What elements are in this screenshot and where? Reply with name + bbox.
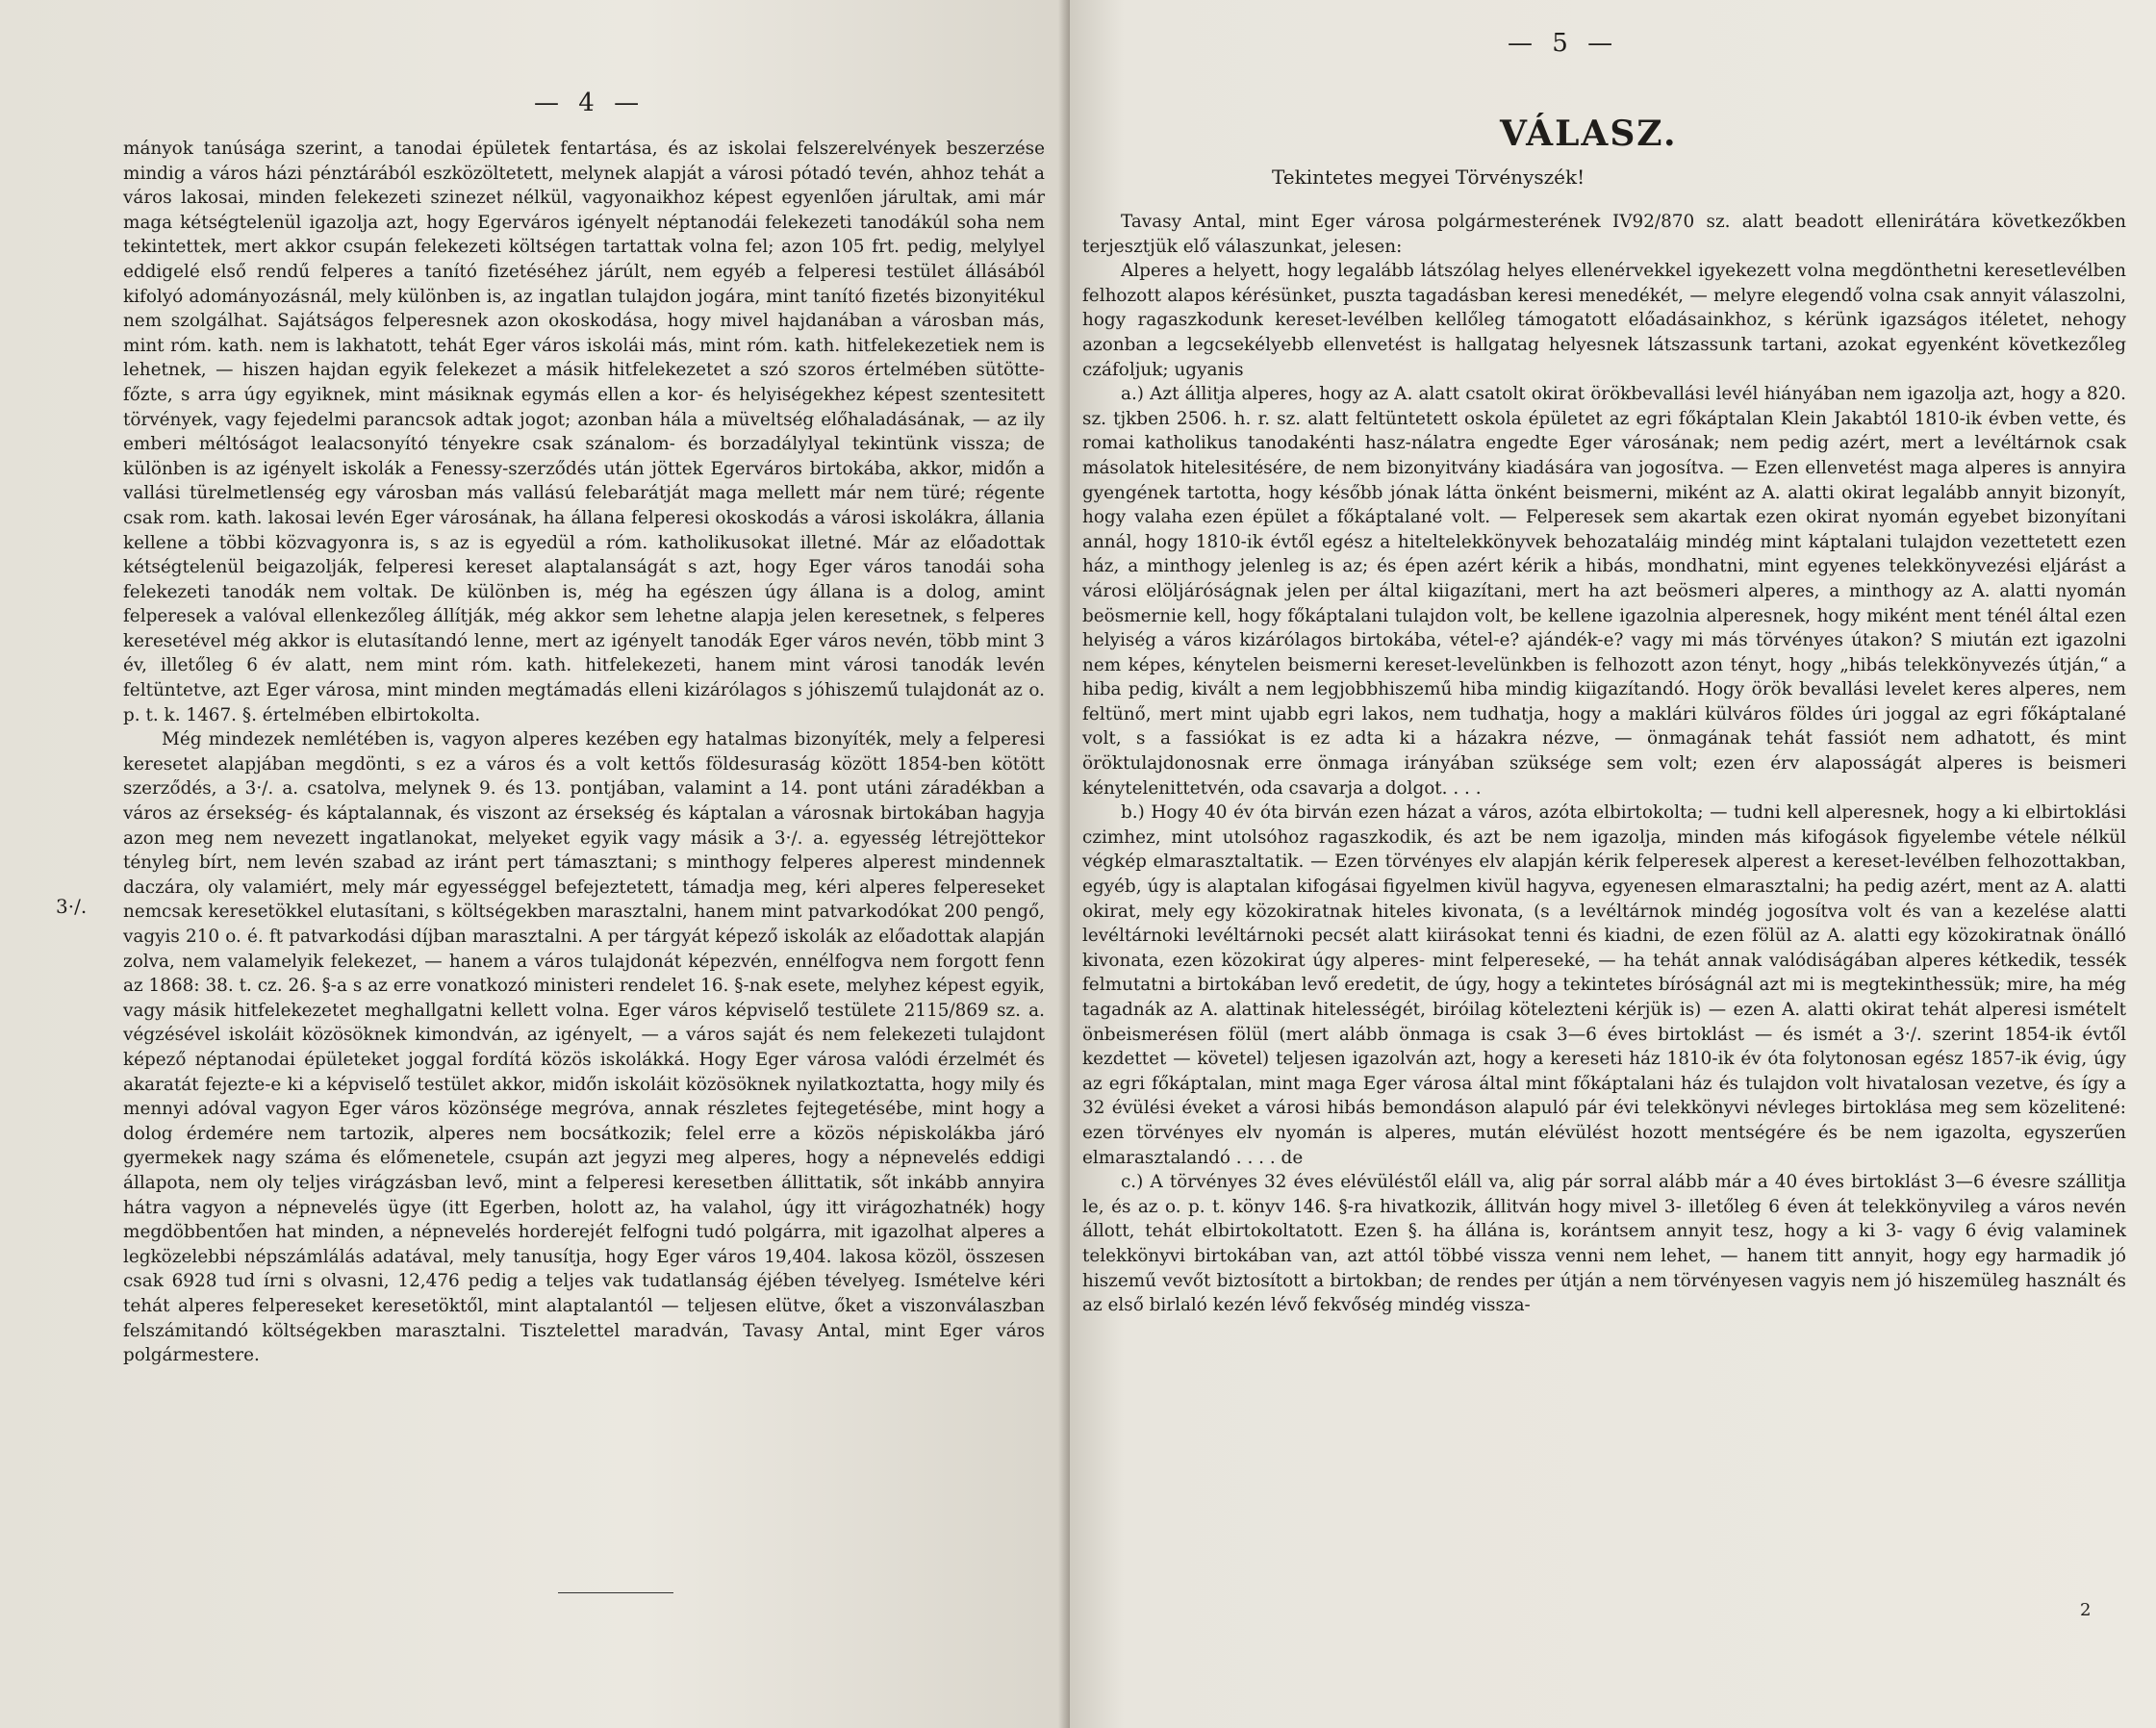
signature-mark: 2	[2080, 1600, 2092, 1620]
salutation: Tekintetes megyei Törvényszék!	[1272, 165, 1585, 189]
paragraph: a.) Azt állitja alperes, hogy az A. alatt csatolt okirat örökbevallási levél hiányában nem igazolja azt, hogy a 820. sz. tjkben 2506. h. r. sz. alatt feltüntetett oskola épületet az egri főkáptalan Klein Jakabtól 1810-ik évben vette, és romai katholikus tanodakénti hasz-nálatra engedte Eger városának; nem pedig azért, mert a levéltárnok csak másolatok hitelesitésére, de nem bizonyitvány kiadására van jogosítva. — Ezen ellenvetést maga alperes is annyira gyengének tartotta, hogy később jónak látta önként beismerni, miként az A. alatti okirat legalább annyit bizonyít, hogy valaha ezen épület a főkáptalané volt. — Felperesek sem akartak ezen okirat nyomán egyebet bizonyítani annál, hogy 1810-ik évtől egész a hiteltelekkönyvek behozataláig mindég mint káptalani tulajdon vezettetett ezen ház, a minthogy jelenleg is az; és épen azért kérik a hibás, mondhatni, mint egyenes telekkönyvezési eljárást a városi elöljáróságnak jelen per által kiigazítani, mert ha azt beösmeri alperes, a minthogy az A. alatti nyomán beösmernie kell, hogy főkáptalani tulajdon volt, be kellene igazolnia alperesnek, hogy miként ment ténél által ezen helyiség a város kizárólagos birtokába, vétel-e? ajándék-e? vagy mi más törvényes útakon? S miután ezt igazolni nem képes, kénytelen beismerni kereset-levelünkben is felhozott azon tényt, hogy „hibás telekkönyvezés útján,“ a hiba pedig, kivált a nem legjobbhiszemű hiba mindig kiigazítandó. Hogy örök bevallási levelet keres alperes, nem feltünő, mert mint ujabb egri lakos, nem tudhatja, hogy a maklári külváros földes úri joggal az egri főkáptalané volt, s a fassiókat is ez adta ki a házakra nézve, — önmagának tehát fassiót nem adhatott, és mint öröktulajdonosnak erre önmaga irányában szüksége sem volt; ezen érv alaposságát alperes is beismeri kénytelenittetvén, oda csavarja a dolgot. . . .	[1082, 384, 2126, 799]
paragraph: b.) Hogy 40 év óta birván ezen házat a város, azóta elbirtokolta; — tudni kell alperesnek, hogy a ki elbirtoklási czimhez, mint utolsóhoz ragaszkodik, és azt be nem igazolja, minden más kifogások figyelembe vétele nélkül végkép elmarasztaltatik. — Ezen törvényes elv alapján kérik felperesek alperest a kereset-levélben felhozottakban, egyéb, úgy is alaptalan kifogásai figyelmen kivül hagyva, egyenesen elmarasztalni; ha pedig azért, ment az A. alatti okirat, mely egy közokiratnak hiteles kivonata, (s a levéltárnok mindég jogosítva volt és van a kezelése alatti levéltárnoki levéltárnoki pecsét alatt kiirásokat tenni és kiadni, de ezen fölül az A. alatti egy közokiratnak önálló kivonata, ezen közokirat úgy alperes- mint felpereseké, — ha tehát annak valódiságában alperes kétkedik, tessék felmutatni a birtokában levő eredetit, de úgy, hogy a tekintetes bíróságnál azt mi is megtekinthessük; mire, ha még tagadnák az A. alattinak hitelességét, biróilag kötelezteni kérjük is) — ezen A. alatti okirat tehát alperesi ismételt önbeismerésen fölül (mert alább önmaga is csak 3—6 éves birtoklást — és ismét a 3·/. szerint 1854-ik évtől kezdettet — követel) teljesen igazolván azt, hogy a kereseti ház 1810-ik év óta folytonosan egész 1857-ik évig, úgy az egri főkáptalan, mint maga Eger városa által mint főkáptalani ház és tulajdon volt hivatalosan vezetve, és így a 32 évülési éveket a városi hibás bemondáson alapuló pár évi telekkönyvi névleges birtoklása meg sem közelitené: ezen törvényes elv nyomán is alperes, mután elévülést hozott mentségére és be nem igazolta, egyszerűen elmarasztalandó . . . . de	[1082, 802, 2126, 1168]
paragraph: Még mindezek nemlétében is, vagyon alperes kezében egy hatalmas bizonyíték, mely a felperesi keresetet alapjában megdönti, s ez a város és a volt kettős földesuraság között 1854-ben kötött szerződés, a 3·/. a. csatolva, melynek 9. és 13. pontjában, valamint a 14. pont utáni záradékban a város az érsekség- és káptalannak, és viszont az érsekség és káptalan a városnak birtokában hagyja azon meg nem nevezett ingatlanokat, melyeket egyik vagy másik a 3·/. a. egyesség létrejöttekor tényleg bírt, nem levén szabad az iránt pert támasztani; s minthogy felperes alperest mindennek daczára, oly valamiért, mely már egyességgel befejeztetett, támadja meg, kéri alperes felpereseket nemcsak keresetökkel elutasítani, s költségekben marasztalni, hanem mint patvarkodókat 200 pengő, vagyis 210 o. é. ft patvarkodási díjban marasztalni. A per tárgyát képező iskolák az előadottak alapján zolva, nem valamelyik felekezet, — hanem a város tulajdonát képezvén, ennélfogva nem forgott fenn az 1868: 38. t. cz. 26. §-a s az erre vonatkozó ministeri rendelet 16. §-nak esete, melyhez képest egyik, vagy másik hitfelekezetet meghallgatni kellett volna. Eger város képviselő testülete 2115/869 sz. a. végzésével iskoláit közösöknek kimondván, az igényelt, — a város saját és nem felekezeti tulajdont képező néptanodai épületeket joggal fordítá közös iskolákká. Hogy Eger városa valódi érzelmét és akaratát fejezte-e ki a képviselő testület akkor, midőn iskoláit közösöknek nyilatkoztatta, hogy mily és mennyi adóval vagyon Eger város közönsége megróva, annak részletes fejtegetésébe, mint hogy a dolog érdemére nem tartozik, alperes nem bocsátkozik; felel erre a közös népiskolákba járó gyermekek nagy száma és előmenetele, csupán azt jegyzi meg alperes, hogy a népnevelés eddigi állapota, nem oly teljes virágzásban levő, mint a felperesi keresetben állittatik, sőt inkább annyira hátra vagyon a népnevelés ügye (itt Egerben, holott az, ha valahol, úgy itt virágozhatnék) hogy megdöbbentően hat minden, a népnevelés horderejét felfogni tudó polgárra, mit igazolhat alperes a legközelebbi népszámlálás adatával, mely tanusítja, hogy Eger város 19,404. lakosa közöl, összesen csak 6928 tud írni s olvasni, 12,476 pedig a teljes vak tudatlanság éjében tévelyeg. Ismételve kéri tehát alperes felpereseket keresetöktől, mint alaptalantól — teljesen elütve, őket a viszonválaszban felszámitandó költségekben marasztalni. Tisztelettel maradván, Tavasy Antal, mint Eger város polgármestere.	[123, 729, 1045, 1366]
paragraph: mányok tanúsága szerint, a tanodai épületek fentartása, és az iskolai felszerelvények beszerzése mindig a város házi pénztárából eszközöltetett, melynek alapját a városi pótadó tevén, ahhoz tehát a város lakosai, minden felekezeti szinezet nélkül, vagyonaikhoz képest egyenlően járultak, ami már maga kétségtelenül igazolja azt, hogy Egerváros igényelt néptanodái felekezeti tanodákúl soha nem tekintettek, mert akkor csupán felekezeti költségen tartattak volna fel; azon 105 frt. pedig, melylyel eddigelé első rendű felperes a tanító fizetéséhez járúlt, nem egyéb a felperesi testület állásából kifolyó adományozásnál, mely különben is, az ingatlan tulajdon jogára, mint tanító fizetés bizonyitékul nem szolgálhat. Sajátságos felperesnek azon okoskodása, hogy mivel hajdanában a városban más, mint róm. kath. nem is lakhatott, tehát Eger város iskolái más, mint róm. kath. hitfelekezetiek nem is lehetnek, — hiszen hajdan egyik felekezet a másik hitfelekezetet a szó szoros értelmében sütötte-főzte, s arra úgy egyiknek, mint másiknak egymás ellen a kor- és helyiségekhez képest szentesitett törvények, vagy fejedelmi parancsok adtak jogot; azonban hála a müveltség előhaladásának, — az ily emberi méltóságot lealacsonyító tényekre csak szánalom- és borzadálylyal tekintünk vissza; de különben is az igényelt iskolák a Fenessy-szerződés után jöttek Egerváros birtokába, akkor, midőn a vallási türelmetlenség egy városban más vallású felebarátját maga mellett már nem türé; régente csak rom. kath. lakosai levén Eger városának, ha állana felperesi okoskodás a városi iskolákra, állania kellene a többi közvagyonra is, s az is egyedül a róm. katholikusokat illetné. Már az előadottak kétségtelenül beigazolják, felperesi kereset alaptalanságát s azt, hogy Eger város tanodái soha felekezeti tanodák nem voltak. De különben is, még ha egészen úgy állana is a dolog, amint felperesek a valóval ellenkezőleg állítják, még akkor sem lehetne alapja jelen keresetnek, s felperes keresetével még akkor is elutasítandó lenne, mert az igényelt tanodák Eger város nevén, több mint 3 év, illetőleg 6 év alatt, nem mint róm. kath. hitfelekezeti, hanem mint városi tanodák levén feltüntetve, azt Eger városa, mint minden megtámadás elleni kizárólagos s jóhiszemű tulajdonát az o. p. t. k. 1467. §. értelmében elbirtokolta.	[123, 139, 1045, 725]
right-text-column	[1082, 210, 2126, 1318]
left-text-column	[123, 137, 1045, 1368]
page-number: — 5 —	[1508, 29, 1619, 58]
paragraph: Alperes a helyett, hogy legalább látszólag helyes ellenérvekkel igyekezett volna megdönthetni keresetlevélben felhozott alapos kérésünket, puszta tagadásban keresi menedékét, — melyre elegendő volna csak annyit válaszolni, hogy ragaszkodunk kereset-levélben kellőleg támogatott előadásainkhoz, s kérünk igazságos itéletet, nehogy azonban a legcsekélyebb ellenvetést is hallgatag helyesnek látszassunk tartani, azokat egyenként következőleg czáfoljuk; ugyanis	[1082, 261, 2126, 380]
margin-note: 3·/.	[56, 895, 88, 918]
paragraph: c.) A törvényes 32 éves elévüléstől eláll va, alig pár sorral alább már a 40 éves birtoklást 3—6 évesre szállitja le, és az o. p. t. könyv 146. §-ra hivatkozik, állitván hogy mivel 3- illetőleg 6 éven át telekkönyvileg a város nevén állott, tehát elbirtokoltatott. Ezen §. ha állána is, korántsem annyit tesz, hogy a ki 3- vagy 6 évig valaminek telekkönyvi birtokában van, azt attól többé vissza venni nem lehet, — hanem titt annyit, hogy egy harmadik jó hiszemű vevőt biztosított a birtokban; de rendes per útján a nem törvényesen vagyis nem jó hiszemüleg használt és az első birlaló kezén lévő fekvőség mindég vissza-	[1082, 1172, 2126, 1316]
closing-rule	[558, 1592, 673, 1593]
paragraph: Tavasy Antal, mint Eger városa polgármesterének IV92/870 sz. alatt beadott ellenirátára következőkben terjesztjük elő válaszunkat, jelesen:	[1082, 212, 2126, 257]
right-page	[1070, 0, 2156, 1728]
left-page	[0, 0, 1070, 1728]
section-title: VÁLASZ.	[1500, 114, 1678, 154]
page-number: — 4 —	[534, 89, 646, 117]
